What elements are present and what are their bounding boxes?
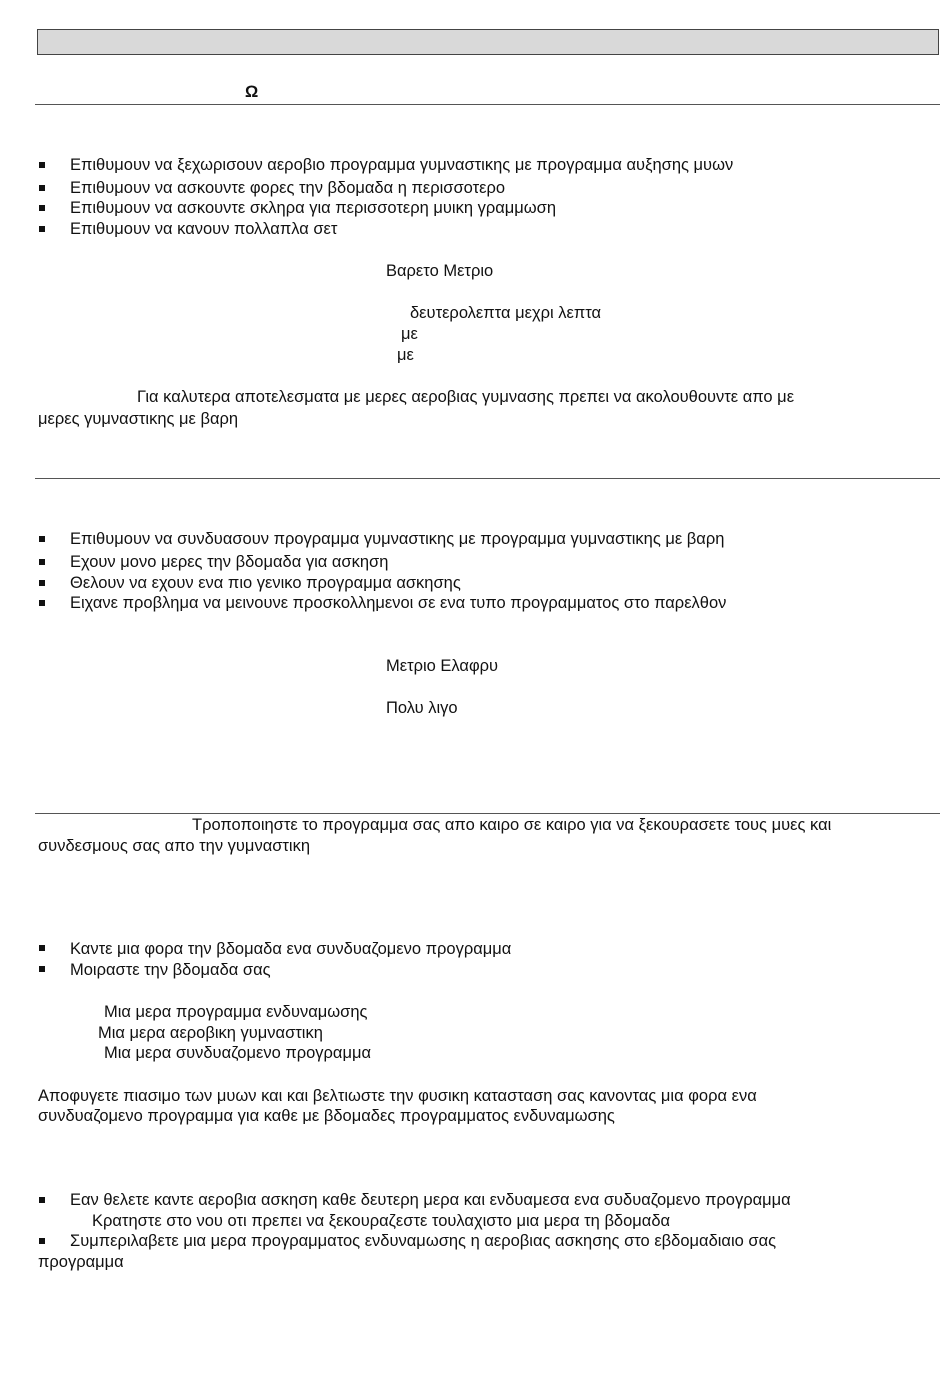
bullet-icon bbox=[39, 1238, 45, 1244]
bullet-icon bbox=[39, 185, 45, 191]
bullet-icon bbox=[39, 162, 45, 168]
list-item: Επιθυμουν να ασκουντε σκληρα για περισσοτερη μυικη γραμμωση bbox=[70, 199, 557, 217]
list-item: Ειχανε προβλημα να μεινουνε προσκολλημενοι σε ενα τυπο προγραμματος στο παρελθον bbox=[70, 594, 727, 612]
split-item: Μια μερα συνδυαζομενο προγραμμα bbox=[104, 1044, 372, 1062]
note-text: μερες γυμναστικης με βαρη bbox=[38, 410, 239, 428]
frequency-value: με bbox=[401, 325, 418, 343]
note-text: Για καλυτερα αποτελεσματα με μερες αεροβιας γυμνασης πρεπει να ακολουθουντε απο με bbox=[137, 388, 795, 406]
list-item: Θελουν να εχουν ενα πιο γενικο προγραμμα ασκησης bbox=[70, 574, 461, 592]
paragraph-text: συνδυαζομενο προγραμμα για καθε με βδομαδες προγραμματος ενδυναμωσης bbox=[38, 1107, 615, 1125]
frequency-value: με bbox=[397, 346, 414, 364]
bullet-icon bbox=[39, 205, 45, 211]
list-item-continuation: προγραμμα bbox=[38, 1253, 124, 1271]
list-item-continuation: Κρατηστε στο νου οτι πρεπει να ξεκουραζεστε τουλαχιστο μια μερα τη βδομαδα bbox=[92, 1212, 671, 1230]
bullet-icon bbox=[39, 226, 45, 232]
split-item: Μια μερα προγραμμα ενδυναμωσης bbox=[104, 1003, 368, 1021]
intensity-value: Μετριο Ελαφρυ bbox=[386, 657, 499, 675]
heading-omega: Ω bbox=[245, 83, 259, 101]
list-item: Επιθυμουν να κανουν πολλαπλα σετ bbox=[70, 220, 338, 238]
list-item: Συμπεριλαβετε μια μερα προγραμματος ενδυναμωσης η αεροβιας ασκησης στο εβδομαδιαιο σας bbox=[70, 1232, 777, 1250]
bullet-icon bbox=[39, 945, 45, 951]
list-item: Καντε μια φορα την βδομαδα ενα συνδυαζομενο προγραμμα bbox=[70, 940, 512, 958]
intensity-value: Βαρετο Μετριο bbox=[386, 262, 494, 280]
intro-text: συνδεσμους σας απο την γυμναστικη bbox=[38, 837, 311, 855]
split-item: Μια μερα αεροβικη γυμναστικη bbox=[98, 1024, 323, 1042]
bullet-icon bbox=[39, 536, 45, 542]
list-item: Μοιραστε την βδομαδα σας bbox=[70, 961, 271, 979]
intro-text: Τροποποιηστε το προγραμμα σας απο καιρο σε καιρο για να ξεκουρασετε τους μυες και bbox=[192, 816, 832, 834]
bullet-icon bbox=[39, 600, 45, 606]
bullet-icon bbox=[39, 1197, 45, 1203]
duration-value: δευτερολεπτα μεχρι λεπτα bbox=[410, 304, 602, 322]
bullet-icon bbox=[39, 966, 45, 972]
list-item: Εαν θελετε καντε αεροβια ασκηση καθε δευτερη μερα και ενδυαμεσα ενα συδυαζομενο προγραμμα bbox=[70, 1191, 791, 1209]
bullet-icon bbox=[39, 559, 45, 565]
paragraph-text: Αποφυγετε πιασιμο των μυων και και βελτιωστε την φυσικη κατασταση σας κανοντας μια φορα ενα bbox=[38, 1087, 757, 1105]
divider bbox=[35, 104, 940, 105]
list-item: Επιθυμουν να ασκουντε φορες την βδομαδα η περισσοτερο bbox=[70, 179, 506, 197]
divider bbox=[35, 478, 940, 479]
list-item: Επιθυμουν να ξεχωρισουν αεροβιο προγραμμα γυμναστικης με προγραμμα αυξησης μυων bbox=[70, 156, 734, 174]
list-item: Επιθυμουν να συνδυασουν προγραμμα γυμναστικης με προγραμμα γυμναστικης με βαρη bbox=[70, 530, 725, 548]
title-bar bbox=[37, 29, 939, 55]
bullet-icon bbox=[39, 580, 45, 586]
list-item: Εχουν μονο μερες την βδομαδα για ασκηση bbox=[70, 553, 389, 571]
amount-value: Πολυ λιγο bbox=[386, 699, 458, 717]
divider bbox=[35, 813, 940, 814]
